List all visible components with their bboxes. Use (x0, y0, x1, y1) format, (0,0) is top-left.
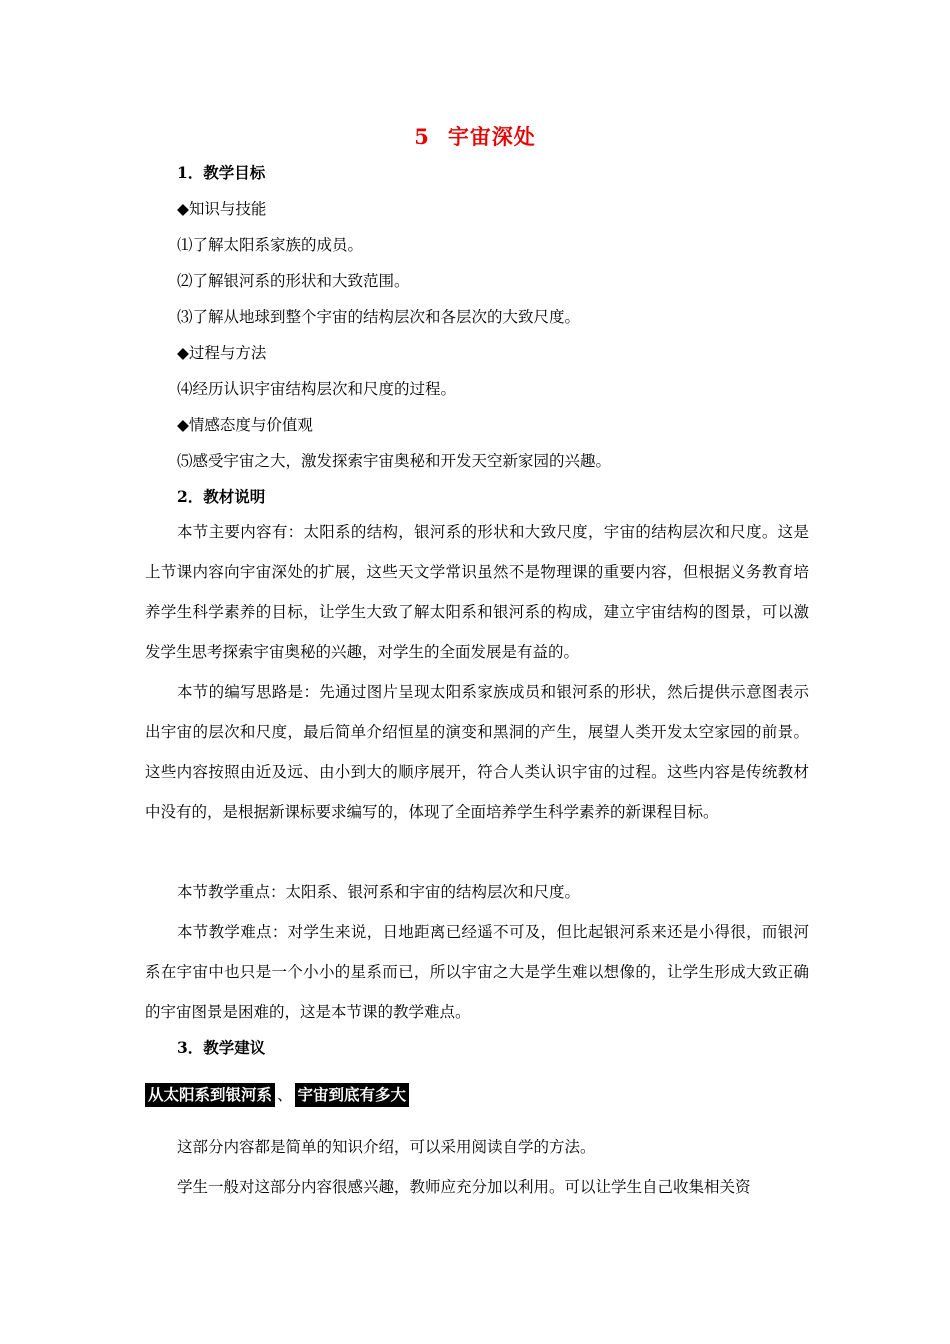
objective-group-knowledge: ◆知识与技能 (177, 200, 267, 218)
section-heading-materials: 2．教材说明 (177, 487, 266, 506)
title-text: 宇宙深处 (447, 124, 536, 149)
objective-item: ⑸感受宇宙之大，激发探索宇宙奥秘和开发天空新家园的兴趣。 (177, 452, 612, 470)
title-number: 5 (414, 124, 430, 149)
suggestion-paragraph: 这部分内容都是简单的知识介绍，可以采用阅读自学的方法。 (177, 1138, 596, 1156)
objective-item: ⑴了解太阳系家族的成员。 (177, 236, 364, 254)
topic-tags (145, 1083, 409, 1109)
materials-paragraph: 本节的编写思路是：先通过图片呈现太阳系家族成员和银河系的形状，然后提供示意图表示出宇宙的层次和尺度，最后简单介绍恒星的演变和黑洞的产生，展望人类开发太空家园的前景。这些内容按照由近及远、由小到大的顺序展开，符合人类认识宇宙的过程。这些内容是传统教材中没有的，是根据新课标要求编写的，体现了全面培养学生科学素养的新课程目标。 (145, 683, 809, 821)
page-title (0, 121, 950, 151)
materials-paragraph: 本节主要内容有：太阳系的结构，银河系的形状和大致尺度，宇宙的结构层次和尺度。这是上节课内容向宇宙深处的扩展，这些天文学常识虽然不是物理课的重要内容，但根据义务教育培养学生科学素养的目标，让学生大致了解太阳系和银河系的构成，建立宇宙结构的图景，可以激发学生思考探索宇宙奥秘的兴趣，对学生的全面发展是有益的。 (145, 523, 809, 661)
section-heading-suggestions: 3．教学建议 (177, 1038, 266, 1057)
topic-tag: 宇宙到底有多大 (295, 1083, 410, 1107)
objective-item: ⑵了解银河系的形状和大致范围。 (177, 272, 410, 290)
objective-group-attitude: ◆情感态度与价值观 (177, 416, 313, 434)
section-heading-objectives: 1．教学目标 (177, 163, 266, 182)
key-points-paragraph: 本节教学重点：太阳系、银河系和宇宙的结构层次和尺度。 (177, 883, 581, 901)
objective-item: ⑷经历认识宇宙结构层次和尺度的过程。 (177, 380, 457, 398)
tag-separator: 、 (277, 1086, 293, 1104)
objective-item: ⑶了解从地球到整个宇宙的结构层次和各层次的大致尺度。 (177, 308, 581, 326)
objective-group-process: ◆过程与方法 (177, 344, 267, 362)
difficulties-paragraph: 本节教学难点：对学生来说，日地距离已经遥不可及，但比起银河系来还是小得很，而银河系在宇宙中也只是一个小小的星系而已，所以宇宙之大是学生难以想像的，让学生形成大致正确的宇宙图景是困难的，这是本节课的教学难点。 (145, 923, 809, 1021)
suggestion-paragraph: 学生一般对这部分内容很感兴趣，教师应充分加以利用。可以让学生自己收集相关资 (177, 1178, 751, 1196)
topic-tag: 从太阳系到银河系 (145, 1083, 275, 1107)
